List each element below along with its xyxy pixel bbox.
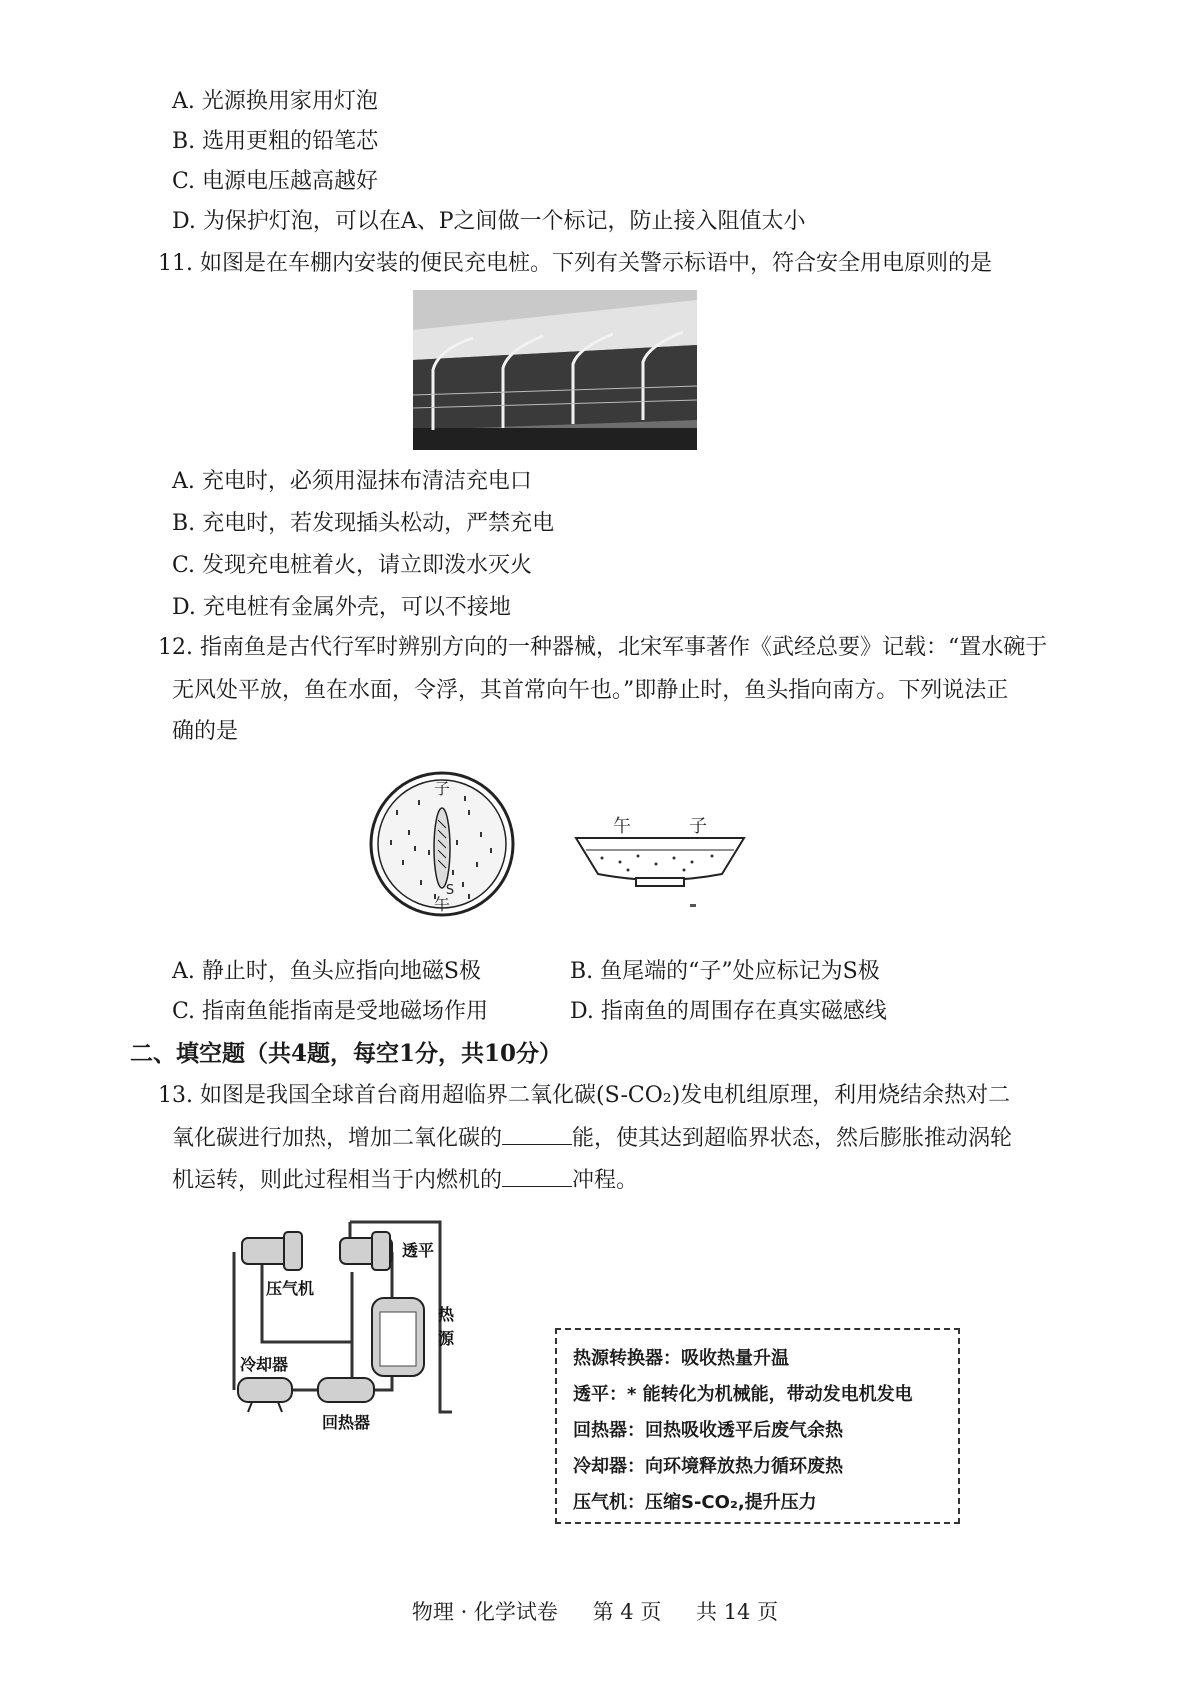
q11-option-b: B. 充电时，若发现插头松动，严禁充电 <box>172 511 555 536</box>
q11-option-d: D. 充电桩有金属外壳，可以不接地 <box>172 595 511 620</box>
q12-option-c: C. 指南鱼能指南是受地磁场作用 <box>172 999 489 1024</box>
q13-stem-line2 <box>172 1124 1012 1153</box>
q11-stem: 11. 如图是在车棚内安装的便民充电桩。下列有关警示标语中，符合安全用电原则的是 <box>158 251 992 276</box>
bowl-left-label: 午 <box>613 816 631 837</box>
q12-option-b: B. 鱼尾端的“子”处应标记为S极 <box>570 959 880 984</box>
q10-option-c: C. 电源电压越高越好 <box>172 169 379 194</box>
footer-total-pages: 共 14 页 <box>696 1600 779 1624</box>
legend-item-cooler: 冷却器：向环境释放热力循环废热 <box>573 1456 843 1477</box>
legend-item-heat-source: 热源转换器：吸收热量升温 <box>573 1348 789 1369</box>
q11-option-c: C. 发现充电桩着火，请立即泼水灭火 <box>172 553 533 578</box>
bowl-right-label: 子 <box>689 816 707 837</box>
diagram-legend-box <box>555 1328 960 1524</box>
compass-fish-bowl-top-view <box>368 770 516 918</box>
cooler-label: 冷却器 <box>239 1355 289 1374</box>
answer-blank-1[interactable] <box>502 1124 572 1145</box>
q13-line3-part1: 机运转，则此过程相当于内燃机的 <box>172 1168 503 1193</box>
q10-option-a: A. 光源换用家用灯泡 <box>172 89 378 114</box>
legend-item-compressor: 压气机：压缩S-CO₂,提升压力 <box>573 1492 817 1513</box>
legend-item-turbine: 透平：* 能转化为机械能，带动发电机发电 <box>573 1384 913 1405</box>
section-2-title: 二、填空题（共4题，每空1分，共10分） <box>130 1040 563 1067</box>
heat-source-label-2: 源 <box>437 1329 455 1348</box>
q13-line3-part2: 冲程。 <box>572 1168 639 1193</box>
q12-stem-line1: 12. 指南鱼是古代行军时辨别方向的一种器械，北宋军事著作《武经总要》记载：“置水碗于 <box>158 635 1048 660</box>
regenerator-label: 回热器 <box>321 1413 371 1432</box>
legend-item-regenerator: 回热器：回热吸收透平后废气余热 <box>573 1420 843 1441</box>
q13-stem-line1: 13. 如图是我国全球首台商用超临界二氧化碳(S-CO₂)发电机组原理，利用烧结余热对二 <box>158 1083 1011 1108</box>
heat-source-label-1: 热 <box>437 1305 455 1324</box>
compressor-label: 压气机 <box>265 1279 315 1298</box>
q12-stem-line3: 确的是 <box>172 719 239 744</box>
compass-s-mark: S <box>445 883 455 898</box>
q13-stem-line3 <box>172 1166 638 1195</box>
turbine-label: 透平 <box>401 1241 435 1260</box>
compass-bottom-label: 午 <box>433 895 451 914</box>
q11-option-a: A. 充电时，必须用湿抹布清洁充电口 <box>172 469 532 494</box>
charging-canopy-photo <box>413 290 697 450</box>
q13-line2-part1: 氧化碳进行加热，增加二氧化碳的 <box>172 1126 503 1151</box>
q12-stem-line2: 无风处平放，鱼在水面，令浮，其首常向午也。”即静止时，鱼头指向南方。下列说法正 <box>172 678 1009 703</box>
answer-blank-2[interactable] <box>502 1166 572 1187</box>
q12-option-d: D. 指南鱼的周围存在真实磁感线 <box>570 999 887 1024</box>
sco2-cycle-diagram <box>222 1212 462 1436</box>
q10-option-b: B. 选用更粗的铅笔芯 <box>172 129 379 154</box>
q13-line2-part2: 能，使其达到超临界状态，然后膨胀推动涡轮 <box>572 1126 1013 1151</box>
footer-page-number: 第 4 页 <box>592 1600 662 1624</box>
q10-option-d: D. 为保护灯泡，可以在A、P之间做一个标记，防止接入阻值太小 <box>172 209 806 234</box>
compass-top-label: 子 <box>433 779 451 798</box>
page-footer <box>0 1596 1190 1626</box>
footer-subject: 物理 · 化学试卷 <box>411 1600 558 1624</box>
compass-fish-bowl-side-view <box>572 812 748 912</box>
q12-option-a: A. 静止时，鱼头应指向地磁S极 <box>172 959 481 984</box>
